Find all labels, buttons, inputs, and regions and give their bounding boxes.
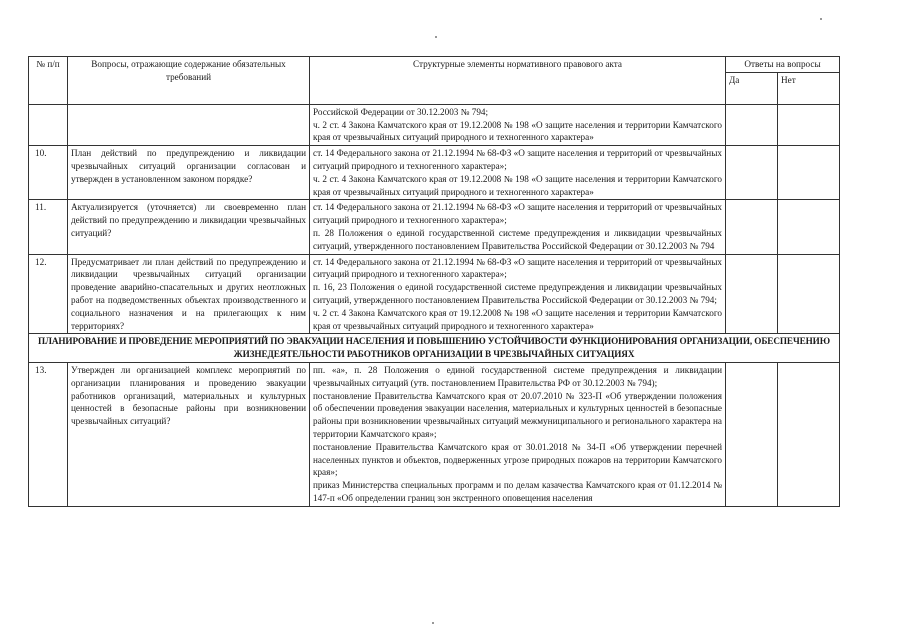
table-row: [29, 362, 840, 506]
header-num: № п/п: [29, 57, 68, 105]
row-question: Утвержден ли организацией комплекс мероприятий по организации планирования и проведению эвакуации работников организаций, материальных и культурных ценностей в безопасные районы при возникновении чрезвычайных ситуаций?: [68, 362, 310, 506]
table-row: [29, 104, 840, 145]
answer-no-cell[interactable]: [778, 254, 840, 334]
element-line: постановление Правительства Камчатского края от 20.07.2010 № 323-П «Об утверждении положения об обеспечении проведения эвакуации населения, материальных и культурных ценностей в безопасные районы при возникновении чрезвычайных ситуаций межмуниципального и регионального характера на территории Камчатского края»;: [313, 390, 722, 439]
element-line: приказ Министерства специальных программ и по делам казачества Камчатского края от 01.12.2014 № 147-п «Об определении границ зон экстренного оповещения населения: [313, 480, 722, 503]
requirements-table: [28, 56, 840, 507]
row-elements: [310, 104, 726, 145]
answer-no-cell[interactable]: [778, 362, 840, 506]
section-row: [29, 334, 840, 363]
element-line: ст. 14 Федерального закона от 21.12.1994 № 68-ФЗ «О защите населения и территорий от чрезвычайных ситуаций природного и техногенного характера»;: [313, 148, 722, 171]
row-question: Актуализируется (уточняется) ли своевременно план действий по предупреждению и ликвидации чрезвычайных ситуаций?: [68, 200, 310, 254]
row-number: 13.: [29, 362, 68, 506]
row-question: Предусматривает ли план действий по предупреждению и ликвидации чрезвычайных ситуаций организации проведение аварийно-спасательных и других неотложных работ на подведомственных объектах производственного и социального назначения и на прилегающих к ним территориях?: [68, 254, 310, 334]
element-line: ст. 14 Федерального закона от 21.12.1994 № 68-ФЗ «О защите населения и территорий от чрезвычайных ситуаций природного и техногенного характера»;: [313, 202, 722, 226]
row-elements: [310, 146, 726, 200]
row-elements: [310, 254, 726, 334]
row-elements: [310, 362, 726, 506]
element-line: п. 16, 23 Положения о единой государственной системе предупреждения и ликвидации чрезвычайных ситуаций, утвержденного постановлением Правительства Российской Федерации от 30.12.2003 № 794;: [313, 282, 722, 305]
row-elements: [310, 200, 726, 254]
element-line: ч. 2 ст. 4 Закона Камчатского края от 19.12.2008 № 198 «О защите населения и территории Камчатского края от чрезвычайных ситуаций природного и техногенного характера»: [313, 173, 722, 197]
table-row: [29, 200, 840, 254]
header-yes: Да: [726, 72, 778, 104]
scan-speck: [435, 36, 437, 38]
table-row: [29, 254, 840, 334]
header-answers: Ответы на вопросы: [726, 57, 840, 73]
row-question: [68, 104, 310, 145]
answer-yes-cell[interactable]: [726, 146, 778, 200]
row-question: План действий по предупреждению и ликвидации чрезвычайных ситуаций организации согласован и утвержден в установленном законом порядке?: [68, 146, 310, 200]
row-number: 11.: [29, 200, 68, 254]
row-number: 12.: [29, 254, 68, 334]
answer-yes-cell[interactable]: [726, 254, 778, 334]
scan-speck: [820, 18, 822, 20]
section-title: ПЛАНИРОВАНИЕ И ПРОВЕДЕНИЕ МЕРОПРИЯТИЙ ПО ЭВАКУАЦИИ НАСЕЛЕНИЯ И ПОВЫШЕНИЮ УСТОЙЧИВОСТИ ФУНКЦИОНИРОВАНИЯ ОРГАНИЗАЦИИ, ОБЕСПЕЧЕНИЮ ЖИЗНЕДЕЯТЕЛЬНОСТИ РАБОТНИКОВ ОРГАНИЗАЦИИ В ЧРЕЗВЫЧАЙНЫХ СИТУАЦИЯХ: [29, 334, 840, 363]
header-elements: Структурные элементы нормативного правового акта: [310, 57, 726, 105]
element-line: Российской Федерации от 30.12.2003 № 794;: [313, 106, 489, 117]
table-row: [29, 146, 840, 200]
element-line: постановление Правительства Камчатского края от 30.01.2018 № 34-П «Об утверждении перечней населенных пунктов и объектов, подверженных угрозе природных пожаров на территории Камчатского края»;: [313, 441, 722, 478]
answer-no-cell[interactable]: [778, 200, 840, 254]
element-line: п. 28 Положения о единой государственной системе предупреждения и ликвидации чрезвычайных ситуаций, утвержденного постановлением Правительства Российской Федерации от 30.12.2003 № 794: [313, 227, 722, 251]
element-line: пп. «а», п. 28 Положения о единой государственной системе предупреждения и ликвидации чрезвычайных ситуаций (утв. постановлением Правительства РФ от 30.12.2003 № 794);: [313, 364, 722, 388]
answer-no-cell[interactable]: [778, 104, 840, 145]
scan-speck: [432, 622, 434, 624]
header-questions: Вопросы, отражающие содержание обязательных требований: [68, 57, 310, 105]
header-no: Нет: [778, 72, 840, 104]
element-line: ч. 2 ст. 4 Закона Камчатского края от 19.12.2008 № 198 «О защите населения и территории Камчатского края от чрезвычайных ситуаций природного и техногенного характера»: [313, 307, 722, 331]
answer-yes-cell[interactable]: [726, 104, 778, 145]
answer-no-cell[interactable]: [778, 146, 840, 200]
answer-yes-cell[interactable]: [726, 362, 778, 506]
element-line: ч. 2 ст. 4 Закона Камчатского края от 19.12.2008 № 198 «О защите населения и территории Камчатского края от чрезвычайных ситуаций природного и техногенного характера»: [313, 119, 722, 143]
row-number: 10.: [29, 146, 68, 200]
answer-yes-cell[interactable]: [726, 200, 778, 254]
element-line: ст. 14 Федерального закона от 21.12.1994 № 68-ФЗ «О защите населения и территорий от чрезвычайных ситуаций природного и техногенного характера»;: [313, 256, 722, 280]
row-number: [29, 104, 68, 145]
header-row: [29, 57, 840, 73]
